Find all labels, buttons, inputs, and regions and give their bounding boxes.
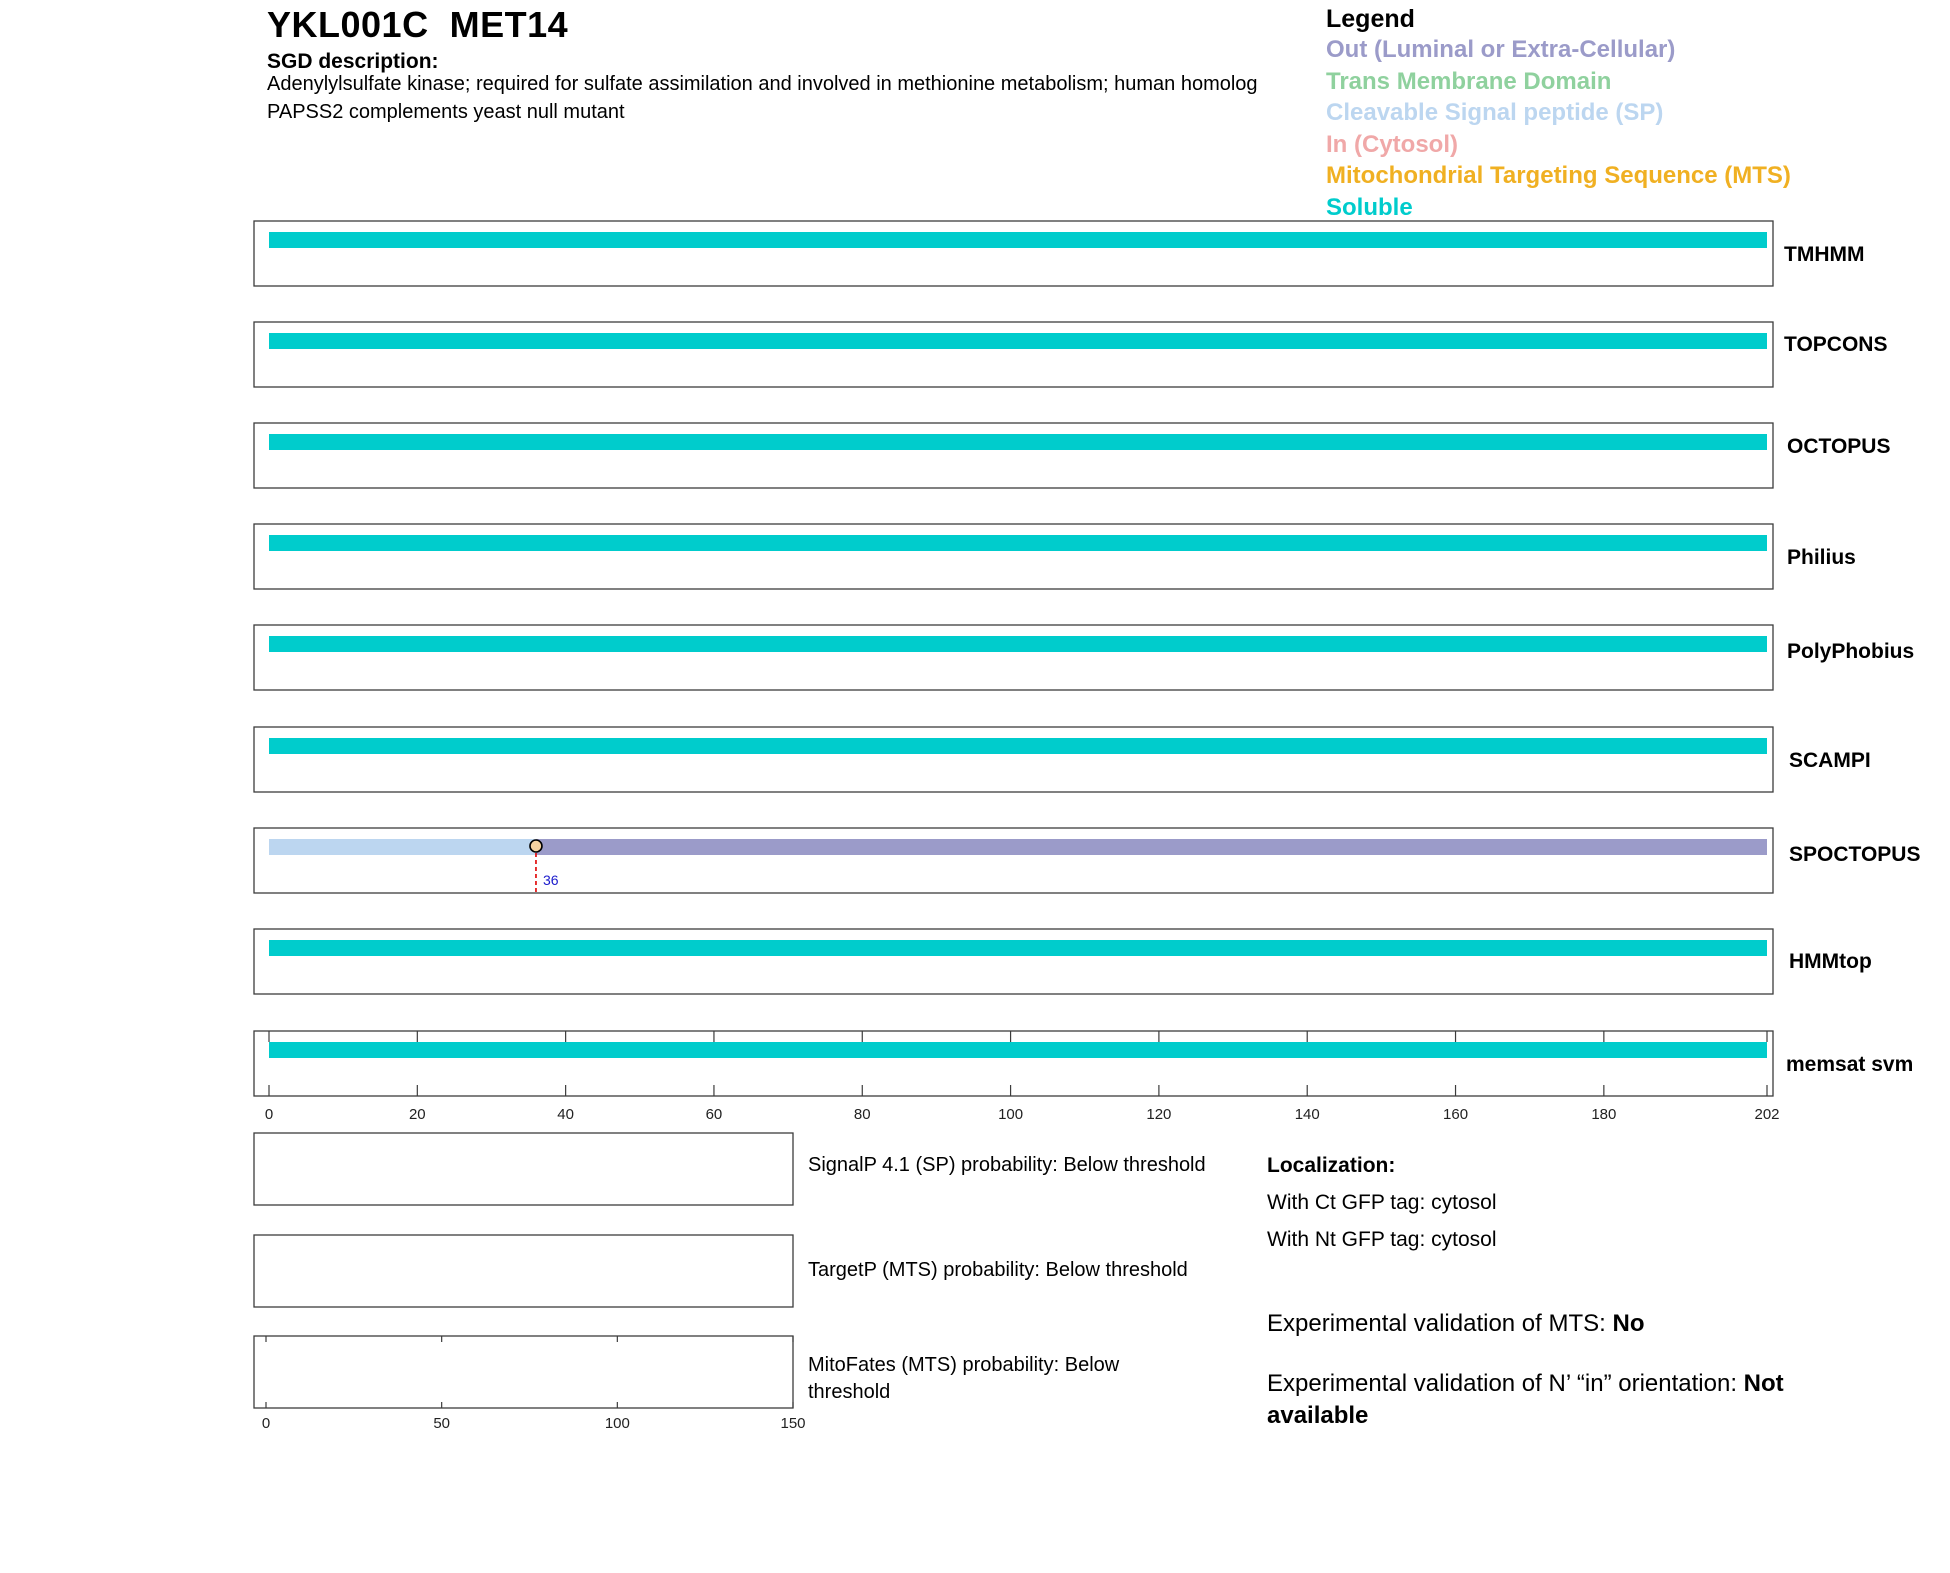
legend-title: Legend <box>1326 5 1415 33</box>
legend-item-out: Out (Luminal or Extra-Cellular) <box>1326 36 1676 63</box>
track-label-polyphobius: PolyPhobius <box>1787 640 1915 663</box>
segment-octopus-0 <box>269 434 1767 450</box>
prob-xtick-label-150: 150 <box>780 1415 806 1432</box>
segment-hmmtop-0 <box>269 940 1767 956</box>
localization <box>1267 1147 1907 1258</box>
segment-tmhmm-0 <box>269 232 1767 248</box>
prob-xtick-label-100: 100 <box>604 1415 630 1432</box>
experimental-orientation-label: Experimental validation of N’ “in” orientation: <box>1267 1370 1744 1397</box>
track-box-polyphobius <box>254 625 1773 690</box>
segment-scampi-0 <box>269 738 1767 754</box>
xtick-label-180: 180 <box>1591 1106 1617 1123</box>
prob-xtick-label-0: 0 <box>261 1415 271 1432</box>
experimental-mts-value: No <box>1612 1310 1645 1337</box>
xtick-label-120: 120 <box>1146 1106 1172 1123</box>
gene-name: MET14 <box>449 4 569 45</box>
track-box-memsat-svm <box>254 1031 1773 1096</box>
xtick-label-100: 100 <box>998 1106 1024 1123</box>
track-box-topcons <box>254 322 1773 387</box>
track-label-hmmtop: HMMtop <box>1789 950 1872 973</box>
legend-item-mts: Mitochondrial Targeting Sequence (MTS) <box>1326 162 1791 190</box>
track-label-scampi: SCAMPI <box>1789 749 1871 772</box>
localization-ct-gfp: With Ct GFP tag: cytosol <box>1267 1191 1497 1214</box>
track-box-octopus <box>254 423 1773 488</box>
xtick-label-0: 0 <box>264 1106 274 1123</box>
prob-xtick-label-50: 50 <box>433 1415 451 1432</box>
track-label-topcons: TOPCONS <box>1784 333 1888 356</box>
track-label-spoctopus: SPOCTOPUS <box>1789 843 1921 866</box>
gene-id: YKL001C <box>267 4 429 45</box>
xtick-label-40: 40 <box>557 1106 574 1123</box>
localization-nt-gfp: With Nt GFP tag: cytosol <box>1267 1228 1497 1251</box>
xtick-label-80: 80 <box>853 1106 871 1123</box>
legend-item-in: In (Cytosol) <box>1326 130 1458 158</box>
xtick-label-140: 140 <box>1294 1106 1320 1123</box>
xtick-label-160: 160 <box>1443 1106 1469 1123</box>
segment-philius-0 <box>269 535 1767 551</box>
track-label-tmhmm: TMHMM <box>1784 243 1865 266</box>
legend-item-sp: Cleavable Signal peptide (SP) <box>1326 99 1664 127</box>
prob-panel-signalp <box>254 1133 793 1205</box>
segment-spoctopus-0 <box>269 839 536 855</box>
experimental-mts <box>1267 1308 1907 1340</box>
segment-topcons-0 <box>269 333 1767 349</box>
xtick-label-20: 20 <box>408 1106 426 1123</box>
cleavage-label: 36 <box>542 872 559 888</box>
cleavage-marker <box>530 840 542 852</box>
xtick-label-60: 60 <box>705 1106 723 1123</box>
experimental-orientation-value: Not available <box>1267 1370 1784 1429</box>
segment-memsat-svm-0 <box>269 1042 1767 1058</box>
prob-panel-targetp <box>254 1235 793 1307</box>
track-box-hmmtop <box>254 929 1773 994</box>
localization-title: Localization: <box>1267 1154 1396 1177</box>
sgd-description-label: SGD description: <box>267 50 439 73</box>
track-label-memsat-svm: memsat svm <box>1786 1053 1914 1076</box>
track-box-spoctopus <box>254 828 1773 893</box>
sgd-description-text: Adenylylsulfate kinase; required for sulfate assimilation and involved in methionine metabolism; human homolog PAPSS2 complements yeast null mutant <box>267 73 1258 123</box>
experimental-mts-label: Experimental validation of MTS: <box>1267 1310 1613 1337</box>
signalp-probability-text: SignalP 4.1 (SP) probability: Below threshold <box>808 1154 1206 1176</box>
track-box-scampi <box>254 727 1773 792</box>
prob-panel-mitofates <box>254 1336 793 1408</box>
segment-spoctopus-1 <box>536 839 1767 855</box>
legend-item-soluble: Soluble <box>1326 193 1413 221</box>
experimental-orientation <box>1267 1368 1867 1432</box>
track-label-octopus: OCTOPUS <box>1787 435 1891 458</box>
xtick-label-202: 202 <box>1754 1106 1780 1123</box>
track-box-philius <box>254 524 1773 589</box>
segment-polyphobius-0 <box>269 636 1767 652</box>
mitofates-probability-text: MitoFates (MTS) probability: Below threshold <box>808 1354 1120 1403</box>
track-label-philius: Philius <box>1787 546 1856 569</box>
legend-item-tm: Trans Membrane Domain <box>1326 67 1612 95</box>
track-box-tmhmm <box>254 221 1773 286</box>
targetp-probability-text: TargetP (MTS) probability: Below threshold <box>808 1259 1188 1281</box>
